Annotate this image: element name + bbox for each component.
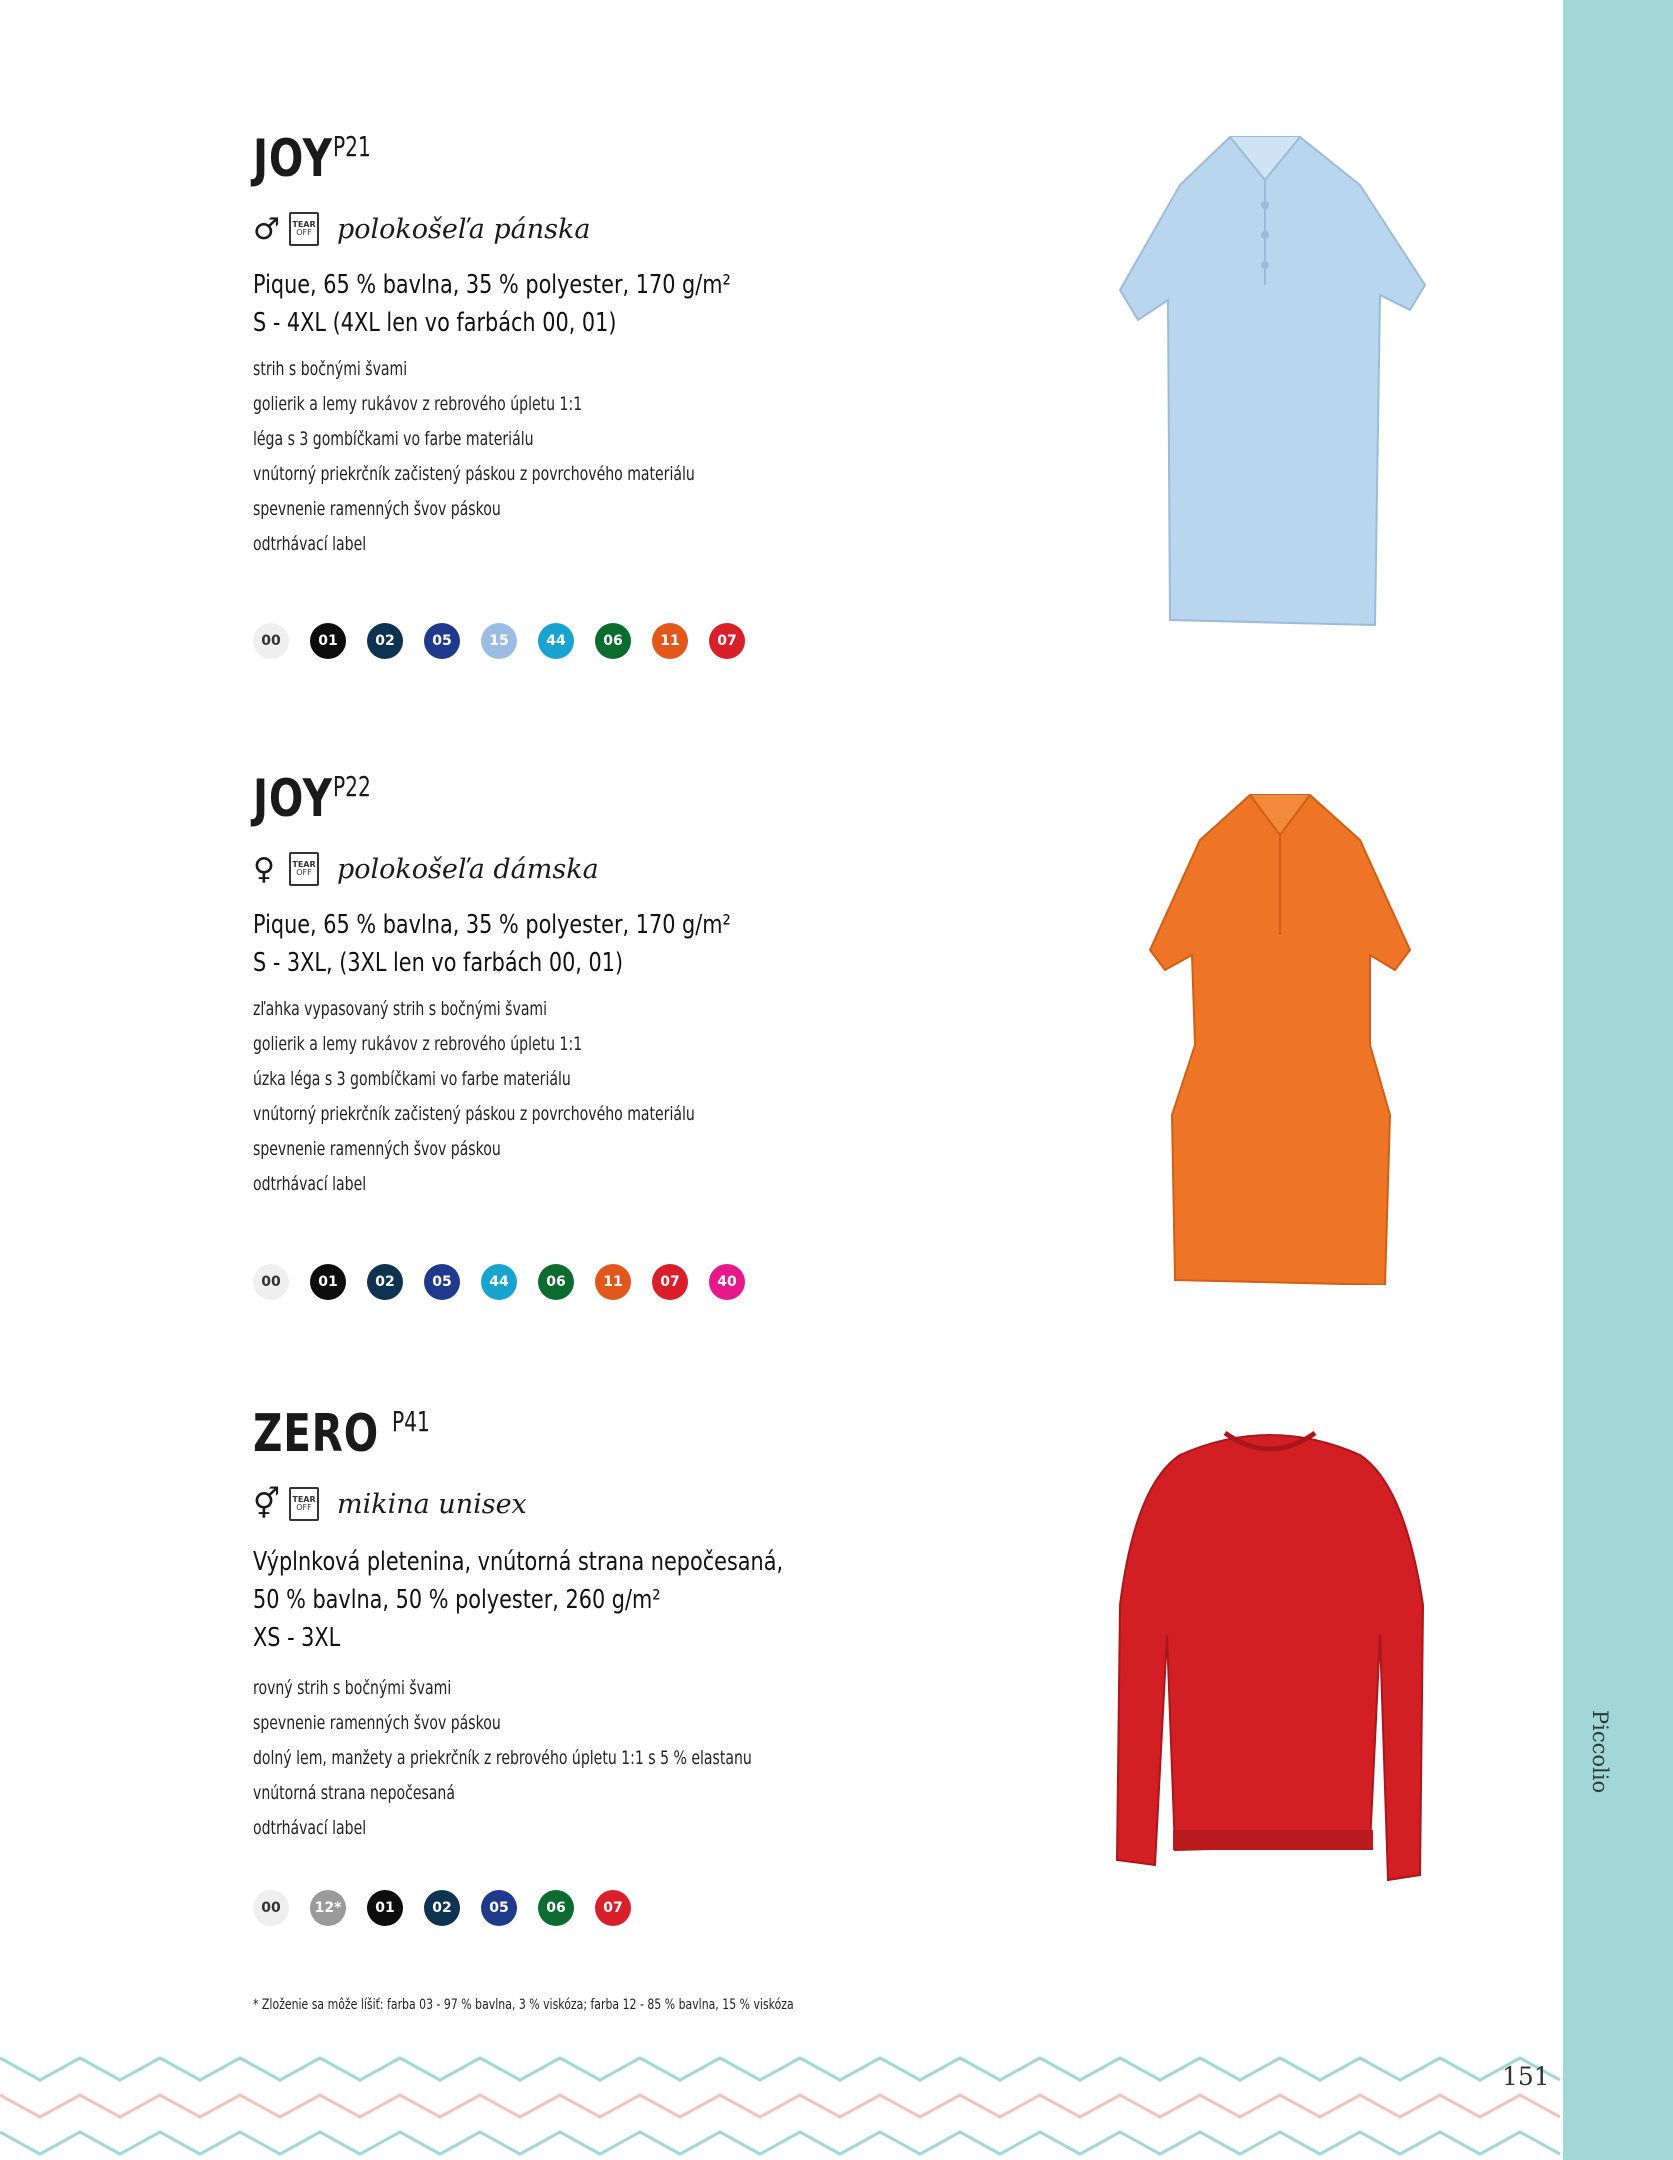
list-item: léga s 3 gombíčkami vo farbe materiálu — [253, 428, 534, 450]
color-swatch-44: 44 — [481, 1264, 517, 1300]
list-item: odtrhávací label — [253, 533, 367, 555]
color-swatch-02: 02 — [424, 1890, 460, 1926]
list-item: golierik a lemy rukávov z rebrového úpletu 1:1 — [253, 1033, 583, 1055]
product-code: P41 — [392, 1405, 431, 1438]
list-item: strih s bočnými švami — [253, 358, 408, 380]
list-item: golierik a lemy rukávov z rebrového úpletu 1:1 — [253, 393, 583, 415]
list-item: spevnenie ramenných švov páskou — [253, 1712, 501, 1734]
list-item: odtrhávací label — [253, 1817, 367, 1839]
list-item: spevnenie ramenných švov páskou — [253, 1138, 501, 1160]
page-number: 151 — [1502, 2062, 1550, 2091]
color-swatch-06: 06 — [595, 623, 631, 659]
color-swatch-00: 00 — [253, 1890, 289, 1926]
product-zero-p41 — [253, 1404, 813, 1916]
product-code: P22 — [333, 770, 372, 803]
color-swatches — [253, 623, 745, 659]
color-swatch-06: 06 — [538, 1264, 574, 1300]
product-spec: Pique, 65 % bavlna, 35 % polyester, 170 g/m² S - 3XL, (3XL len vo farbách 00, 01) — [253, 910, 731, 978]
tear-off-label-icon: TEAR OFF — [289, 212, 319, 246]
feature-list — [253, 992, 815, 1202]
color-swatch-07: 07 — [652, 1264, 688, 1300]
color-swatch-15: 15 — [481, 623, 517, 659]
list-item: vnútorný priekrčník začistený páskou z povrchového materiálu — [253, 463, 695, 485]
male-icon: ♂ — [253, 211, 280, 247]
product-type: polokošeľa dámska — [337, 853, 599, 885]
polo-shirt-women-image — [1130, 785, 1430, 1285]
color-swatch-02: 02 — [367, 1264, 403, 1300]
color-swatch-02: 02 — [367, 623, 403, 659]
list-item: vnútorný priekrčník začistený páskou z povrchového materiálu — [253, 1103, 695, 1125]
feature-list — [253, 352, 815, 562]
product-spec: Výplnková pletenina, vnútorná strana nepočesaná, 50 % bavlna, 50 % polyester, 260 g/m² XS - 3XL — [253, 1547, 784, 1653]
sidebar-band — [1563, 0, 1673, 2160]
list-item: zľahka vypasovaný strih s bočnými švami — [253, 998, 548, 1020]
color-swatch-07: 07 — [595, 1890, 631, 1926]
tear-off-label-icon: TEAR OFF — [289, 1487, 319, 1521]
color-swatch-05: 05 — [424, 1264, 460, 1300]
garment-body — [1120, 137, 1425, 625]
tear-off-label-icon: TEAR OFF — [289, 852, 319, 886]
color-swatch-05: 05 — [481, 1890, 517, 1926]
list-item: spevnenie ramenných švov páskou — [253, 498, 501, 520]
list-item: vnútorná strana nepočesaná — [253, 1782, 455, 1804]
feature-list — [253, 1671, 815, 1846]
color-swatch-11: 11 — [595, 1264, 631, 1300]
product-type: polokošeľa pánska — [337, 213, 591, 245]
color-swatches — [253, 1264, 745, 1300]
color-swatch-05: 05 — [424, 623, 460, 659]
color-swatch-11: 11 — [652, 623, 688, 659]
polo-shirt-men-image — [1100, 125, 1440, 645]
color-swatch-07: 07 — [709, 623, 745, 659]
list-item: odtrhávací label — [253, 1173, 367, 1195]
product-name: JOY — [253, 769, 333, 829]
color-swatch-01: 01 — [367, 1890, 403, 1926]
product-type: mikina unisex — [337, 1488, 527, 1520]
product-name: ZERO — [253, 1404, 379, 1464]
color-swatches — [253, 1890, 631, 1926]
product-code: P21 — [333, 130, 372, 163]
color-swatch-40: 40 — [709, 1264, 745, 1300]
zigzag-decoration — [0, 2040, 1563, 2160]
sidebar-label: Piccolio — [1588, 1710, 1612, 1794]
product-joy-p21 — [253, 129, 813, 649]
color-swatch-06: 06 — [538, 1890, 574, 1926]
list-item: dolný lem, manžety a priekrčník z rebrového úpletu 1:1 s 5 % elastanu — [253, 1747, 752, 1769]
product-name: JOY — [253, 129, 333, 189]
color-swatch-00: 00 — [253, 1264, 289, 1300]
sweatshirt-image — [1105, 1405, 1445, 1905]
list-item: úzka léga s 3 gombíčkami vo farbe materiálu — [253, 1068, 571, 1090]
color-swatch-00: 00 — [253, 623, 289, 659]
list-item: rovný strih s bočnými švami — [253, 1677, 452, 1699]
female-icon: ♀ — [253, 851, 275, 887]
product-joy-p22 — [253, 769, 813, 1290]
garment-body — [1117, 1435, 1423, 1880]
color-swatch-01: 01 — [310, 1264, 346, 1300]
color-swatch-44: 44 — [538, 623, 574, 659]
product-spec: Pique, 65 % bavlna, 35 % polyester, 170 g/m² S - 4XL (4XL len vo farbách 00, 01) — [253, 270, 731, 338]
unisex-icon: ⚥ — [253, 1486, 281, 1522]
composition-footnote: * Zloženie sa môže líšiť: farba 03 - 97 % bavlna, 3 % viskóza; farba 12 - 85 % bavlna, 15 % viskóza — [253, 1997, 794, 2013]
color-swatch-12: 12* — [310, 1890, 346, 1926]
color-swatch-01: 01 — [310, 623, 346, 659]
